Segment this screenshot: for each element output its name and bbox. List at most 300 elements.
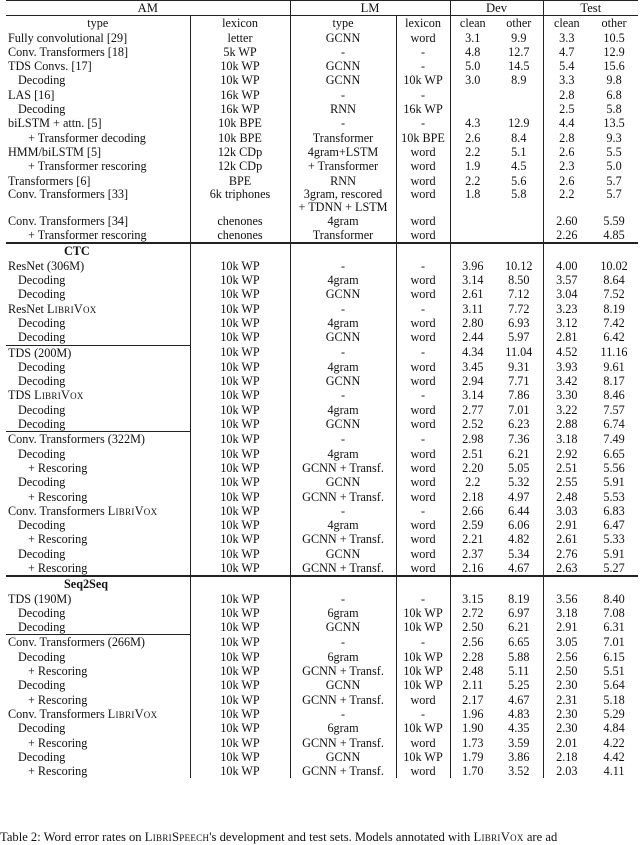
section-spacer-cell [495, 576, 543, 591]
section-spacer-cell [543, 576, 590, 591]
cell-lm-type: GCNN + Transf. [290, 736, 396, 750]
cell-am-type: Conv. Transformers [18] [6, 45, 190, 59]
cell-lm-lexicon: word [396, 330, 450, 345]
cell-am-type: Decoding [6, 316, 190, 330]
header-row-groups [6, 1, 638, 16]
table-row [6, 635, 638, 650]
table-row [6, 214, 638, 228]
cell-dev-clean: 3.0 [465, 73, 481, 88]
cell-lm-type: GCNN [290, 417, 396, 432]
cell-am-type: Conv. Transformers [34] [6, 214, 190, 228]
header-row-columns [6, 16, 638, 31]
cell-lm-lexicon: word [396, 174, 450, 188]
table-row [6, 374, 638, 388]
cell-am-lexicon: BPE [190, 174, 290, 188]
cell-am-type: Decoding [6, 750, 190, 764]
cell-test-clean: 2.31 [556, 692, 578, 707]
cell-am-lexicon: 10k WP [190, 73, 290, 87]
cell-dev-clean: 1.73 [462, 735, 484, 750]
cell-test-other: 6.8 [606, 87, 622, 102]
cell-dev-clean: 5.0 [465, 59, 481, 74]
lm-type-line1: 3gram, rescored [303, 186, 383, 201]
cell-dev-other: 4.83 [495, 707, 543, 721]
cell-lm-type: - [290, 116, 396, 130]
cell-test-clean: 2.30 [556, 721, 578, 736]
cell-dev-clean: 2.11 [462, 678, 484, 693]
cell-dev-clean: 3.14 [462, 273, 484, 288]
cell-test-other: 4.11 [603, 764, 625, 779]
table-row [6, 345, 638, 360]
cell-lm-lexicon: 10k WP [396, 650, 450, 664]
table-row [6, 547, 638, 561]
cell-test-other: 10.02 [600, 258, 628, 273]
cell-dev-clean: 1.8 [465, 186, 481, 201]
cell-am-type: Decoding [6, 374, 190, 388]
cell-am-type: Transformers [6] [6, 174, 190, 188]
table-row [6, 330, 638, 345]
cell-dev-clean: 2.21 [462, 532, 484, 547]
cell-am-lexicon: 6k triphones [190, 188, 290, 214]
cell-test-clean: 3.56 [556, 591, 578, 606]
cell-am-type: + Transformer rescoring [6, 159, 190, 173]
cell-test-other: 6.83 [603, 503, 625, 518]
cell-am-type: Decoding [6, 547, 190, 561]
cell-dev-other: 6.06 [495, 518, 543, 532]
cell-lm-lexicon: 10k WP [396, 620, 450, 635]
cell-test-clean: 3.05 [556, 635, 578, 650]
cell-lm-lexicon: word [396, 31, 450, 45]
cell-dev-clean: 2.80 [462, 315, 484, 330]
cell-am-type: Decoding [6, 360, 190, 374]
cell-test-other: 6.47 [603, 518, 625, 533]
cell-lm-type: GCNN [290, 330, 396, 345]
cell-test-clean: 2.61 [556, 532, 578, 547]
cell-lm-lexicon: word [396, 145, 450, 159]
table-row [6, 131, 638, 145]
cell-dev-clean: 1.9 [465, 159, 481, 174]
cell-lm-type: - [290, 259, 396, 273]
cell-dev-clean: 2.48 [462, 664, 484, 679]
cell-lm-lexicon: word [396, 188, 450, 214]
cell-test-clean: 2.48 [556, 489, 578, 504]
cell-am-lexicon: 10k WP [190, 764, 290, 778]
cell-lm-type: 4gram [290, 360, 396, 374]
cell-lm-type: 4gram+LSTM [290, 145, 396, 159]
cell-test-other: 4.22 [603, 735, 625, 750]
cell-dev-other: 4.67 [495, 561, 543, 576]
cell-test-other: 8.19 [603, 301, 625, 316]
cell-am-lexicon: 10k WP [190, 316, 290, 330]
cell-dev-other: 5.6 [495, 174, 543, 188]
cell-test-other: 4.85 [603, 228, 625, 243]
table-row [6, 504, 638, 518]
cell-am-type: + Rescoring [6, 490, 190, 504]
section-spacer-cell [450, 243, 495, 258]
cell-am-lexicon: 10k WP [190, 330, 290, 345]
cell-test-clean: 2.2 [559, 186, 575, 201]
cell-am-lexicon: chenones [190, 228, 290, 243]
cell-test-other: 9.8 [606, 73, 622, 88]
cell-lm-lexicon: word [396, 374, 450, 388]
cell-lm-lexicon: word [396, 287, 450, 301]
cell-lm-lexicon: word [396, 360, 450, 374]
table-row [6, 606, 638, 620]
cell-am-type: + Rescoring [6, 532, 190, 546]
cell-test-clean: 3.23 [556, 301, 578, 316]
seq2seq-section-header [6, 576, 638, 591]
cell-dev-other: 8.19 [495, 592, 543, 606]
section-spacer-cell [495, 243, 543, 258]
cell-dev-other: 7.72 [495, 302, 543, 316]
cell-test-clean: 2.56 [556, 649, 578, 664]
cell-dev-clean: 3.15 [462, 591, 484, 606]
cell-dev-other: 14.5 [495, 59, 543, 73]
cell-am-lexicon: letter [190, 31, 290, 45]
cell-test-clean: 4.52 [556, 345, 578, 360]
section-spacer-cell [396, 243, 450, 258]
cell-lm-type: GCNN + Transf. [290, 490, 396, 504]
cell-dev-other [495, 214, 543, 228]
cell-test-clean: 3.30 [556, 388, 578, 403]
librivox-tag: LibriVox [107, 503, 158, 518]
cell-test-clean: 2.91 [556, 620, 578, 635]
librivox-caption-tag: LibriVox [473, 830, 524, 844]
cell-test-other: 5.91 [603, 475, 625, 490]
cell-test-other: 13.5 [603, 116, 625, 131]
cell-test-other: 7.42 [603, 315, 625, 330]
cell-dev-clean: 4.34 [462, 345, 484, 360]
cell-dev-clean: 4.8 [465, 44, 481, 59]
cell-am-type: + Rescoring [6, 764, 190, 778]
cell-dev-other: 3.52 [495, 764, 543, 778]
table-row [6, 360, 638, 374]
cell-test-other: 7.57 [603, 402, 625, 417]
table-row [6, 664, 638, 678]
cell-test-other: 5.59 [603, 213, 625, 228]
cell-lm-lexicon: - [396, 259, 450, 273]
cell-lm-lexicon: word [396, 547, 450, 561]
cell-dev-other [495, 228, 543, 243]
cell-lm-type: GCNN + Transf. [290, 532, 396, 546]
cell-lm-lexicon: word [396, 475, 450, 489]
table-row [6, 45, 638, 59]
cell-am-type: + Rescoring [6, 736, 190, 750]
cell-test-clean: 3.93 [556, 359, 578, 374]
cell-am-type: Decoding [6, 678, 190, 692]
table-row [6, 518, 638, 532]
cell-dev-other: 6.21 [495, 620, 543, 635]
cell-test-other: 6.15 [603, 649, 625, 664]
table-row [6, 88, 638, 102]
cell-dev-other: 8.50 [495, 273, 543, 287]
table-row [6, 532, 638, 546]
cell-am-type: + Rescoring [6, 561, 190, 576]
cell-am-lexicon: 10k WP [190, 650, 290, 664]
cell-am-type: Decoding [6, 273, 190, 287]
cell-dev-other: 5.1 [495, 145, 543, 159]
table-row [6, 273, 638, 287]
cell-test-clean: 2.26 [556, 228, 578, 243]
cell-lm-type: 6gram [290, 721, 396, 735]
cell-lm-type: - [290, 432, 396, 447]
cell-test-clean: 3.12 [556, 315, 578, 330]
cell-am-type: Decoding [6, 102, 190, 116]
cell-dev-clean: 2.2 [465, 144, 481, 159]
cell-lm-type: 4gram [290, 273, 396, 287]
table-row [6, 678, 638, 692]
cell-test-clean: 2.91 [556, 518, 578, 533]
cell-test-other: 9.61 [603, 359, 625, 374]
cell-dev-other: 5.05 [495, 461, 543, 475]
table-row [6, 159, 638, 173]
cell-lm-lexicon: - [396, 88, 450, 102]
cell-dev-clean: 3.11 [462, 301, 484, 316]
table-row [6, 188, 638, 214]
cell-lm-type: GCNN + Transf. [290, 561, 396, 576]
cell-test-clean: 2.76 [556, 546, 578, 561]
table-row [6, 116, 638, 130]
cell-dev-clean [450, 88, 495, 102]
cell-am-type: + Rescoring [6, 461, 190, 475]
cell-dev-clean: 2.2 [465, 475, 481, 490]
section-spacer-cell [543, 243, 590, 258]
table-row [6, 561, 638, 576]
cell-lm-lexicon: word [396, 417, 450, 432]
table-row [6, 417, 638, 432]
cell-am-lexicon: 10k WP [190, 635, 290, 650]
table-row [6, 693, 638, 707]
cell-am-type: Decoding [6, 417, 190, 432]
header-test-other: other [590, 16, 638, 31]
cell-dev-other: 4.82 [495, 532, 543, 546]
cell-am-lexicon: 12k CDp [190, 145, 290, 159]
cell-lm-lexicon: 10k BPE [396, 131, 450, 145]
cell-lm-type: GCNN [290, 678, 396, 692]
cell-am-lexicon: 10k WP [190, 736, 290, 750]
cell-dev-other: 7.86 [495, 388, 543, 402]
cell-test-other: 7.08 [603, 605, 625, 620]
cell-lm-type: - [290, 707, 396, 721]
cell-test-other: 5.7 [606, 186, 622, 201]
cell-dev-other: 4.35 [495, 721, 543, 735]
cell-dev-other: 6.65 [495, 635, 543, 650]
cell-am-lexicon: 16k WP [190, 102, 290, 116]
cell-test-clean: 3.18 [556, 432, 578, 447]
cell-lm-type: - [290, 88, 396, 102]
cell-test-other: 5.5 [606, 144, 622, 159]
cell-am-lexicon: 10k WP [190, 403, 290, 417]
cell-dev-other: 8.4 [495, 131, 543, 145]
cell-am-lexicon: chenones [190, 214, 290, 228]
cell-am-type: TDS (190M) [6, 592, 190, 606]
cell-test-other: 11.16 [600, 345, 628, 360]
cell-dev-other: 5.97 [495, 330, 543, 345]
cell-am-type: TDS Convs. [17] [6, 59, 190, 73]
cell-lm-lexicon: - [396, 302, 450, 316]
cell-am-type: biLSTM + attn. [5] [6, 116, 190, 130]
cell-dev-other: 7.71 [495, 374, 543, 388]
cell-test-clean: 3.42 [556, 374, 578, 389]
cell-lm-type: RNN [290, 102, 396, 116]
table-row [6, 432, 638, 447]
table-row [6, 721, 638, 735]
cell-test-other: 5.33 [603, 532, 625, 547]
cell-dev-other: 10.12 [495, 259, 543, 273]
cell-test-clean: 2.30 [556, 706, 578, 721]
cell-lm-type: GCNN [290, 31, 396, 45]
cell-dev-other: 12.9 [495, 116, 543, 130]
cell-dev-clean: 2.44 [462, 330, 484, 345]
cell-lm-lexicon: 10k WP [396, 678, 450, 692]
cell-dev-clean: 3.45 [462, 359, 484, 374]
cell-dev-clean: 2.52 [462, 417, 484, 432]
cell-am-lexicon: 10k WP [190, 750, 290, 764]
header-lm: LM [290, 1, 450, 16]
cell-test-clean: 4.4 [559, 116, 575, 131]
table-row [6, 475, 638, 489]
cell-test-clean: 4.7 [559, 44, 575, 59]
cell-dev-other: 5.8 [495, 188, 543, 214]
cell-test-other: 8.17 [603, 374, 625, 389]
header-dev-clean: clean [450, 16, 495, 31]
cell-am-type: Decoding [6, 287, 190, 301]
cell-am-lexicon: 10k WP [190, 417, 290, 432]
cell-test-other: 5.0 [606, 159, 622, 174]
cell-dev-other [495, 88, 543, 102]
cell-lm-lexicon: - [396, 432, 450, 447]
cell-lm-type: + Transformer [290, 159, 396, 173]
cell-lm-lexicon: word [396, 561, 450, 576]
cell-lm-type: 4gram [290, 518, 396, 532]
section-spacer-cell [590, 243, 638, 258]
cell-am-lexicon: 10k WP [190, 432, 290, 447]
cell-dev-clean [450, 214, 495, 228]
librivox-tag: LibriVox [107, 706, 158, 721]
cell-lm-lexicon: 10k WP [396, 750, 450, 764]
cell-test-other: 6.65 [603, 446, 625, 461]
cell-dev-other: 5.11 [495, 664, 543, 678]
table-row [6, 620, 638, 635]
cell-dev-clean: 2.18 [462, 489, 484, 504]
cell-lm-lexicon: word [396, 159, 450, 173]
cell-am-type: + Rescoring [6, 693, 190, 707]
cell-lm-type: GCNN [290, 475, 396, 489]
cell-test-other: 4.42 [603, 749, 625, 764]
cell-lm-lexicon: - [396, 504, 450, 518]
cell-lm-lexicon: word [396, 736, 450, 750]
cell-lm-type: - [290, 635, 396, 650]
cell-test-clean: 2.51 [556, 460, 578, 475]
cell-lm-lexicon: word [396, 273, 450, 287]
cell-test-other: 7.52 [603, 287, 625, 302]
cell-lm-type: GCNN + Transf. [290, 461, 396, 475]
cell-lm-lexicon: - [396, 635, 450, 650]
cell-lm-lexicon: word [396, 764, 450, 778]
section-spacer-cell [450, 576, 495, 591]
cell-test-clean: 2.8 [559, 130, 575, 145]
cell-dev-other: 4.97 [495, 490, 543, 504]
cell-am-type: TDS LibriVox [6, 388, 190, 402]
cell-lm-lexicon: - [396, 59, 450, 73]
cell-am-lexicon: 10k BPE [190, 131, 290, 145]
cell-dev-other: 5.32 [495, 475, 543, 489]
seq2seq-section-title: Seq2Seq [6, 576, 190, 591]
cell-test-clean: 2.30 [556, 678, 578, 693]
cell-lm-lexicon: 10k WP [396, 721, 450, 735]
cell-am-lexicon: 10k WP [190, 490, 290, 504]
table-row [6, 490, 638, 504]
cell-am-lexicon: 5k WP [190, 45, 290, 59]
table-row [6, 228, 638, 243]
cell-test-other: 8.40 [603, 591, 625, 606]
cell-lm-type: - [290, 45, 396, 59]
cell-am-lexicon: 10k WP [190, 518, 290, 532]
section-spacer-cell [590, 576, 638, 591]
cell-dev-other: 3.59 [495, 736, 543, 750]
cell-lm-lexicon: - [396, 707, 450, 721]
cell-dev-clean: 2.98 [462, 432, 484, 447]
cell-lm-type: RNN [290, 174, 396, 188]
librivox-tag: LibriVox [34, 388, 84, 403]
cell-dev-clean: 2.37 [462, 546, 484, 561]
cell-test-other: 9.3 [606, 130, 622, 145]
cell-lm-type: - [290, 345, 396, 360]
table-row [6, 102, 638, 116]
cell-am-lexicon: 12k CDp [190, 159, 290, 173]
cell-dev-other: 6.23 [495, 417, 543, 432]
cell-am-lexicon: 10k WP [190, 547, 290, 561]
cell-lm-lexicon: - [396, 116, 450, 130]
cell-am-lexicon: 10k WP [190, 360, 290, 374]
cell-test-other: 6.42 [603, 330, 625, 345]
cell-test-clean: 3.57 [556, 273, 578, 288]
cell-dev-clean: 2.2 [465, 173, 481, 188]
cell-dev-other [495, 102, 543, 116]
table-row [6, 750, 638, 764]
header-lm-type: type [290, 16, 396, 31]
cell-dev-other: 6.97 [495, 606, 543, 620]
cell-test-other: 8.46 [603, 388, 625, 403]
cell-lm-lexicon: word [396, 461, 450, 475]
cell-test-clean: 2.01 [556, 735, 578, 750]
cell-lm-lexicon: word [396, 403, 450, 417]
cell-am-type: Conv. Transformers [33] [6, 188, 190, 214]
cell-am-lexicon: 10k WP [190, 620, 290, 635]
cell-dev-clean [450, 228, 495, 243]
cell-lm-type: 4gram [290, 214, 396, 228]
cell-am-type: LAS [16] [6, 88, 190, 102]
cell-lm-lexicon: word [396, 693, 450, 707]
table-row [6, 145, 638, 159]
cell-lm-lexicon: 10k WP [396, 73, 450, 87]
cell-dev-clean: 2.28 [462, 649, 484, 664]
cell-lm-type: 4gram [290, 316, 396, 330]
cell-dev-clean: 2.94 [462, 374, 484, 389]
section-spacer-cell [290, 576, 396, 591]
cell-test-other: 6.74 [603, 417, 625, 432]
cell-dev-clean: 3.1 [465, 30, 481, 45]
cell-lm-lexicon: word [396, 490, 450, 504]
cell-dev-other: 9.31 [495, 360, 543, 374]
cell-am-type: Decoding [6, 518, 190, 532]
cell-am-lexicon: 10k WP [190, 374, 290, 388]
cell-lm-type: GCNN [290, 73, 396, 87]
cell-dev-clean: 2.59 [462, 518, 484, 533]
cell-lm-type: 6gram [290, 606, 396, 620]
cell-test-clean: 2.6 [559, 144, 575, 159]
cell-lm-lexicon: word [396, 316, 450, 330]
header-am-lexicon: lexicon [190, 16, 290, 31]
